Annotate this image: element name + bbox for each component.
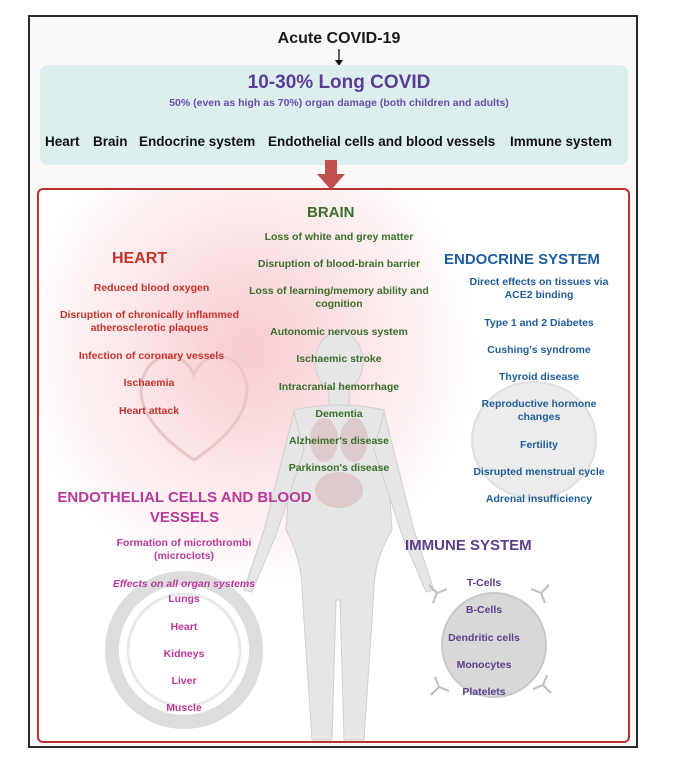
endocrine-item: Reproductive hormone changes — [481, 398, 597, 423]
brain-item: Loss of learning/memory ability and cognition — [249, 285, 429, 310]
heart-section-title: HEART — [112, 250, 168, 267]
heart-item: Disruption of chronically inflammed atherosclerotic plaques — [59, 309, 240, 334]
organ-label-brain: Brain — [93, 134, 128, 149]
endocrine-item: Disrupted menstrual cycle — [473, 466, 605, 478]
endocrine-item: Fertility — [520, 439, 558, 451]
brain-item: Loss of white and grey matter — [264, 231, 414, 243]
endothelial-item: Formation of microthrombi (microclots) — [116, 537, 252, 562]
endothelial-item: Kidneys — [163, 648, 205, 660]
heart-item: Heart attack — [118, 405, 180, 417]
main-panel — [37, 188, 630, 743]
heart-item: Ischaemia — [123, 377, 175, 389]
endocrine-item: Adrenal insufficiency — [485, 493, 593, 505]
brain-item: Autonomic nervous system — [270, 326, 408, 338]
endocrine-section-title: ENDOCRINE SYSTEM — [444, 251, 600, 268]
endothelial-item: Effects on all organ systems — [112, 578, 256, 590]
brain-item: Ischaemic stroke — [296, 353, 382, 365]
endothelial-item: Muscle — [166, 702, 202, 714]
brain-item: Intracranial hemorrhage — [278, 381, 400, 393]
endocrine-item: Thyroid disease — [499, 371, 579, 383]
immune-item: B-Cells — [465, 604, 503, 616]
organ-label-immune: Immune system — [510, 134, 613, 149]
endocrine-item: Cushing's syndrome — [487, 344, 591, 356]
brain-section-title: BRAIN — [307, 204, 355, 221]
organ-label-heart: Heart — [45, 134, 80, 149]
endothelial-item: Lungs — [168, 593, 200, 605]
immune-item: Dendritic cells — [448, 632, 520, 644]
endocrine-item: Direct effects on tissues via ACE2 binding — [469, 276, 609, 301]
immune-item: Platelets — [462, 686, 506, 698]
organ-damage-note: 50% (even as high as 70%) organ damage (both children and adults) — [169, 97, 509, 109]
immune-item: Monocytes — [456, 659, 512, 671]
brain-item: Disruption of blood-brain barrier — [257, 258, 421, 270]
brain-item: Dementia — [315, 408, 363, 420]
endothelial-section-title: ENDOTHELIAL CELLS AND BLOOD VESSELS — [57, 489, 312, 526]
heart-item: Infection of coronary vessels — [78, 350, 225, 362]
brain-item: Parkinson's disease — [288, 462, 390, 474]
endothelial-item: Heart — [170, 621, 198, 633]
immune-section-title: IMMUNE SYSTEM — [405, 537, 532, 554]
long-covid-title: 10-30% Long COVID — [247, 72, 431, 93]
endocrine-item: Type 1 and 2 Diabetes — [484, 317, 594, 329]
organ-label-endothelial: Endothelial cells and blood vessels — [268, 134, 496, 149]
endothelial-item: Liver — [171, 675, 197, 687]
heart-item: Reduced blood oxygen — [93, 282, 210, 294]
brain-item: Alzheimer's disease — [289, 435, 389, 447]
immune-item: T-Cells — [466, 577, 502, 589]
organ-label-endocrine: Endocrine system — [139, 134, 256, 149]
acute-covid-title: Acute COVID-19 — [277, 30, 401, 47]
